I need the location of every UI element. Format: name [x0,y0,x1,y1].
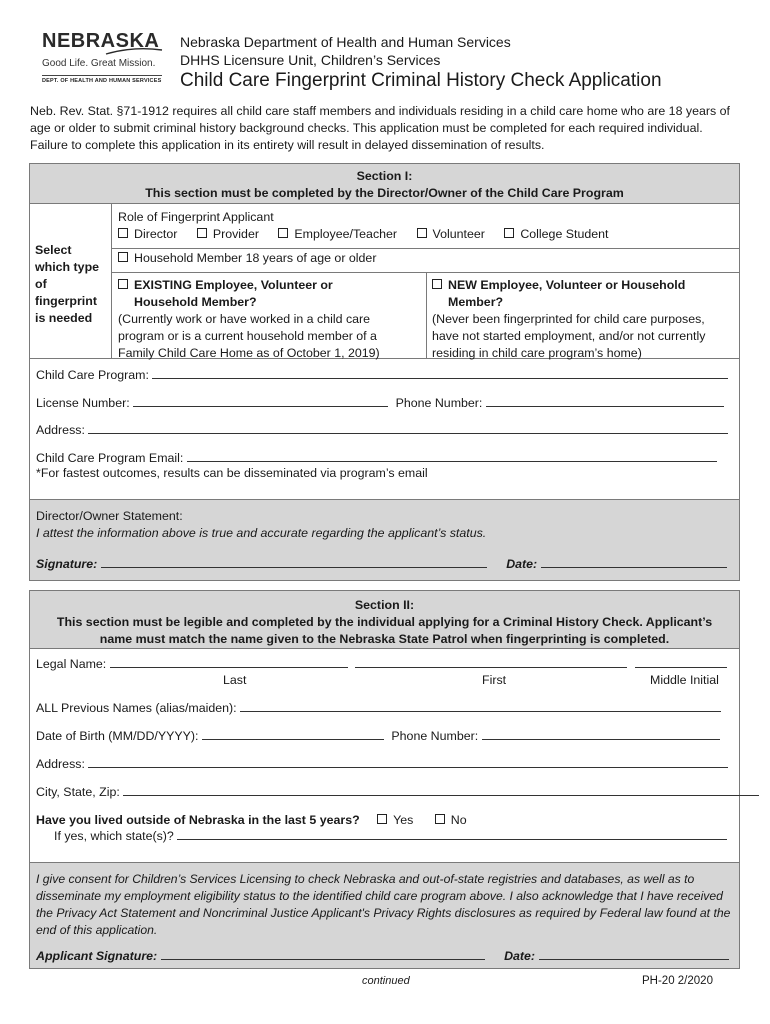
which-states-field[interactable]: If yes, which state(s)? [54,829,727,843]
applicant-signature-field[interactable]: Applicant Signature: Date: [36,949,729,963]
role-provider-checkbox[interactable] [197,228,207,238]
lived-outside-question: Have you lived outside of Nebraska in the last 5 years? Yes No [36,813,467,827]
section-1 [29,163,740,581]
section-2-subheading-1: This section must be legible and completed by the individual applying for a Criminal History Check. Applicant’s [56,615,713,629]
no-checkbox[interactable] [435,814,445,824]
section-1-subheading: This section must be completed by the Director/Owner of the Child Care Program [145,186,624,200]
role-options [118,227,609,241]
last-name-caption: Last [223,673,247,687]
logo-wordmark: NEBRASKA [42,30,160,52]
consent-text: I give consent for Children’s Services Licensing to check Nebraska and out-of-state registries and databases, as well as to disseminate my employment eligibility status to the identified child care program above. I also acknowledge that I have received the Privacy Act Statement and Noncriminal Justice Applicant's Privacy Rights disclosures as required by Federal law found at the end of this application. [36,872,731,937]
logo-swoosh-icon [104,44,164,58]
header-department: Nebraska Department of Health and Human Services [180,34,511,50]
role-director-checkbox[interactable] [118,228,128,238]
intro-statute-text: Neb. Rev. Stat. §71-1912 requires all child care staff members and individuals residing in a child care home who are 18 years of age or older to submit criminal history background checks. This application must be completed for each required individual. Failure to complete this application in its entirety will result in delayed dissemination of results. [30,104,730,152]
logo-dept: DEPT. OF HEALTH AND HUMAN SERVICES [42,78,162,84]
first-name-caption: First [482,673,507,687]
header-unit: DHHS Licensure Unit, Children’s Services [180,52,441,68]
role-director-option[interactable]: Director [118,227,177,241]
role-college-student-checkbox[interactable] [504,228,514,238]
household-option[interactable]: Household Member 18 years of age or older [118,251,376,265]
dob-field[interactable]: Date of Birth (MM/DD/YYYY): Phone Number: [36,729,720,743]
select-type-label: Select which type of fingerprint is needed [35,243,100,325]
existing-checkbox[interactable] [118,279,128,289]
role-label: Role of Fingerprint Applicant [118,210,274,224]
form-id: PH-20 2/2020 [642,975,713,987]
license-field[interactable]: License Number: Phone Number: [36,396,724,410]
program-email-field[interactable]: Child Care Program Email: [36,451,717,465]
lived-outside-no[interactable]: No [435,813,467,827]
logo-rule [42,75,162,76]
lived-outside-yes[interactable]: Yes [377,813,413,827]
role-volunteer-checkbox[interactable] [417,228,427,238]
page-title: Child Care Fingerprint Criminal History Check Application [180,70,662,91]
section-2-heading: Section II: [354,598,415,612]
section-1-header [30,164,739,204]
section-2 [29,590,740,969]
city-state-zip-field[interactable]: City, State, Zip: [36,785,759,799]
household-checkbox[interactable] [118,252,128,262]
existing-applicant-option[interactable]: EXISTING Employee, Volunteer or Household Member? (Currently work or have worked in a child care program or is a current household member of a Family Child Care Home as of October 1, 2019) [118,278,380,360]
legal-name-field[interactable]: Legal Name: [36,657,727,671]
role-employee-checkbox[interactable] [278,228,288,238]
section-2-header [30,591,739,649]
program-address-field[interactable]: Address: [36,423,728,437]
continued-note: continued [362,975,410,987]
applicant-date-label: Date: [504,949,536,963]
applicant-phone-label: Phone Number: [391,729,479,743]
director-signature-field[interactable]: Signature: Date: [36,557,727,571]
statement-text: I attest the information above is true and accurate regarding the applicant’s status. [36,526,487,540]
yes-checkbox[interactable] [377,814,387,824]
middle-initial-caption: Middle Initial [650,673,719,687]
director-date-label: Date: [506,557,538,571]
applicant-address-field[interactable]: Address: [36,757,728,771]
nebraska-dhhs-logo [30,30,162,90]
role-employee-option[interactable]: Employee/Teacher [278,227,397,241]
logo-tagline: Good Life. Great Mission. [42,58,156,69]
program-phone-label: Phone Number: [395,396,483,410]
role-provider-option[interactable]: Provider [197,227,259,241]
previous-names-field[interactable]: ALL Previous Names (alias/maiden): [36,701,721,715]
email-note: *For fastest outcomes, results can be disseminated via program’s email [36,466,428,480]
program-field[interactable]: Child Care Program: [36,368,728,382]
new-checkbox[interactable] [432,279,442,289]
role-college-student-option[interactable]: College Student [504,227,608,241]
role-volunteer-option[interactable]: Volunteer [417,227,485,241]
statement-label: Director/Owner Statement: [36,509,183,523]
section-2-subheading-2: name must match the name given to the Nebraska State Patrol when fingerprinting is completed. [99,632,670,646]
section-1-heading: Section I: [356,169,413,183]
new-applicant-option[interactable]: NEW Employee, Volunteer or Household Member? (Never been fingerprinted for child care purposes, have not started employment, and/or not currently residing in child care program’s home) [432,278,706,360]
